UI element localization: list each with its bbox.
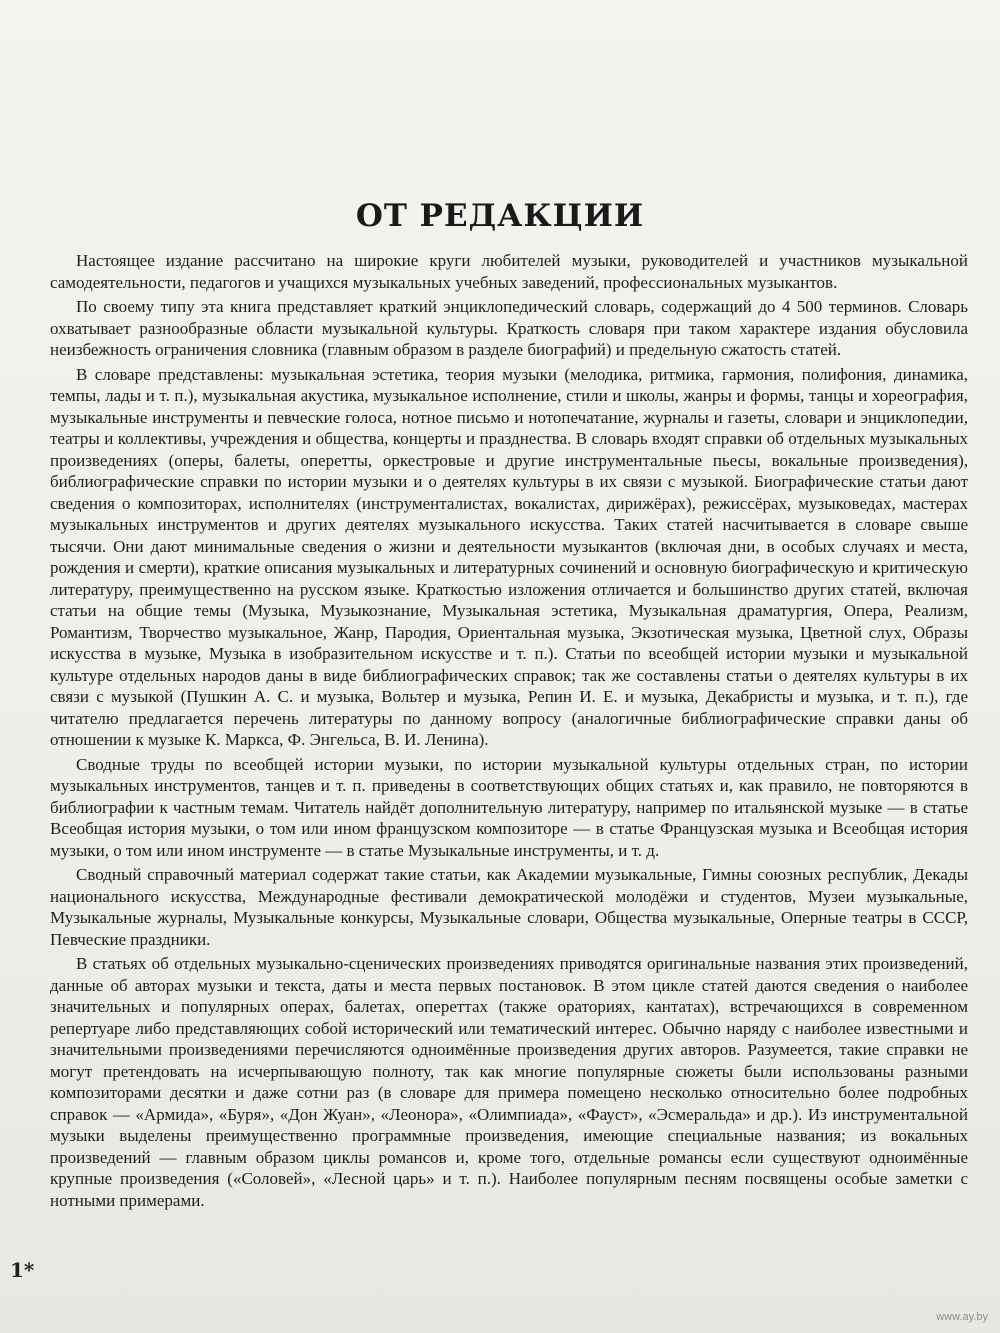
paragraph-2: По своему типу эта книга представляет краткий энциклопедический словарь, содержащий до 4 500 терминов. Словарь охватывает разнообразные области музыкальной культуры. Краткость словаря при таком характере издания обусловила неизбежность ограничения словника (главным образом в разделе биографий) и предельную сжатость статей. xyxy=(50,297,968,359)
watermark-text: www.ay.by xyxy=(936,1311,988,1323)
paragraph-6: В статьях об отдельных музыкально-сценических произведениях приводятся оригинальные названия этих произведений, данные об авторах музыки и текста, даты и места первых постановок. В этом цикле статей даются сведения о наиболее значительных и популярных операх, балетах, опереттах (также ораториях, кантатах), встречающихся в современном репертуаре либо представляющих собой исторический или тематический интерес. Обычно наряду с наиболее известными и значительными произведениями перечисляются одноимённые произведения других авторов. Разумеется, такие справки не могут претендовать на исчерпывающую полноту, так как многие популярные сюжеты были использованы разными композиторами десятки и даже сотни раз (в словаре для примера помещено несколько относительно более подробных справок — «Армида», «Буря», «Дон Жуан», «Леонора», «Олимпиада», «Фауст», «Эсмеральда» и др.). Из инструментальной музыки выделены преимущественно программные произведения, имеющие специальные названия; из вокальных произведений — главным образом циклы романсов и, кроме того, отдельные романсы если существуют одноимённые крупные произведения («Соловей», «Лесной царь» и т. п.). Наиболее популярным песням посвящены особые заметки с нотными примерами. xyxy=(50,954,968,1210)
paragraph-3: В словаре представлены: музыкальная эстетика, теория музыки (мелодика, ритмика, гармония, полифония, динамика, темпы, лады и т. п.), музыкальная акустика, музыкальное исполнение, стили и школы, жанры и формы, танцы и хореография, музыкальные инструменты и певческие голоса, нотное письмо и нотопечатание, журналы и газеты, словари и энциклопедии, театры и коллективы, учреждения и общества, концерты и празднества. В словарь входят справки об отдельных музыкальных произведениях (оперы, балеты, оперетты, оркестровые и другие инструментальные пьесы, вокальные произведения), библиографические справки по истории музыки и о деятелях культуры в их связи с музыкой. Биографические статьи дают сведения о композиторах, исполнителях (инструменталистах, вокалистах, дирижёрах), режиссёрах, музыковедах, мастерах музыкальных инструментов и других деятелях музыкального искусства. Таких статей насчитывается в словаре свыше тысячи. Они дают минимальные сведения о жизни и деятельности музыкантов (включая дни, в особых случаях и места, рождения и смерти), краткие описания музыкальных и литературных сочинений и основную биографическую и критическую литературу, преимущественно на русском языке. Краткостью изложения отличается и большинство других статей, включая статьи на общие темы (Музыка, Музыкознание, Музыкальная эстетика, Музыкальная драматургия, Опера, Реализм, Романтизм, Творчество музыкальное, Жанр, Пародия, Ориентальная музыка, Экзотическая музыка, Цветной слух, Образы искусства в музыке, Музыка в изобразительном искусстве и т. п.). Статьи по всеобщей истории музыки и музыкальной культуре отдельных народов даны в виде библиографических справок; так же составлены статьи о деятелях культуры в их связи с музыкой (Пушкин А. С. и музыка, Вольтер и музыка, Репин И. Е. и музыка, Декабристы и музыка, и т. п.), где читателю предлагается перечень литературы по данному вопросу (аналогичные библиографические справки даны об отношении к музыке К. Маркса, Ф. Энгельса, В. И. Ленина). xyxy=(50,364,968,749)
page-body xyxy=(50,250,968,1214)
signature-mark: 1* xyxy=(10,1258,35,1282)
paragraph-4: Сводные труды по всеобщей истории музыки, по истории музыкальной культуры отдельных стран, по истории музыкальных инструментов, танцев и т. п. приведены в соответствующих общих статьях и, как правило, не повторяются в библиографии к частным темам. Читатель найдёт дополнительную литературу, например по итальянской музыке — в статье Всеобщая история музыки, о том или ином французском композиторе — в статье Французская музыка и Всеобщая история музыки, о том или ином инструменте — в статье Музыкальные инструменты, и т. д. xyxy=(50,754,968,860)
paragraph-1: Настоящее издание рассчитано на широкие круги любителей музыки, руководителей и участников музыкальной самодеятельности, педагогов и учащихся музыкальных учебных заведений, профессиональных музыкантов. xyxy=(50,251,968,292)
page-title: ОТ РЕДАКЦИИ xyxy=(355,198,645,234)
paragraph-5: Сводный справочный материал содержат такие статьи, как Академии музыкальные, Гимны союзных республик, Декады национального искусства, Международные фестивали демократической молодёжи и студентов, Музеи музыкальные, Музыкальные журналы, Музыкальные конкурсы, Музыкальные словари, Общества музыкальные, Оперные театры в СССР, Певческие праздники. xyxy=(50,865,968,949)
